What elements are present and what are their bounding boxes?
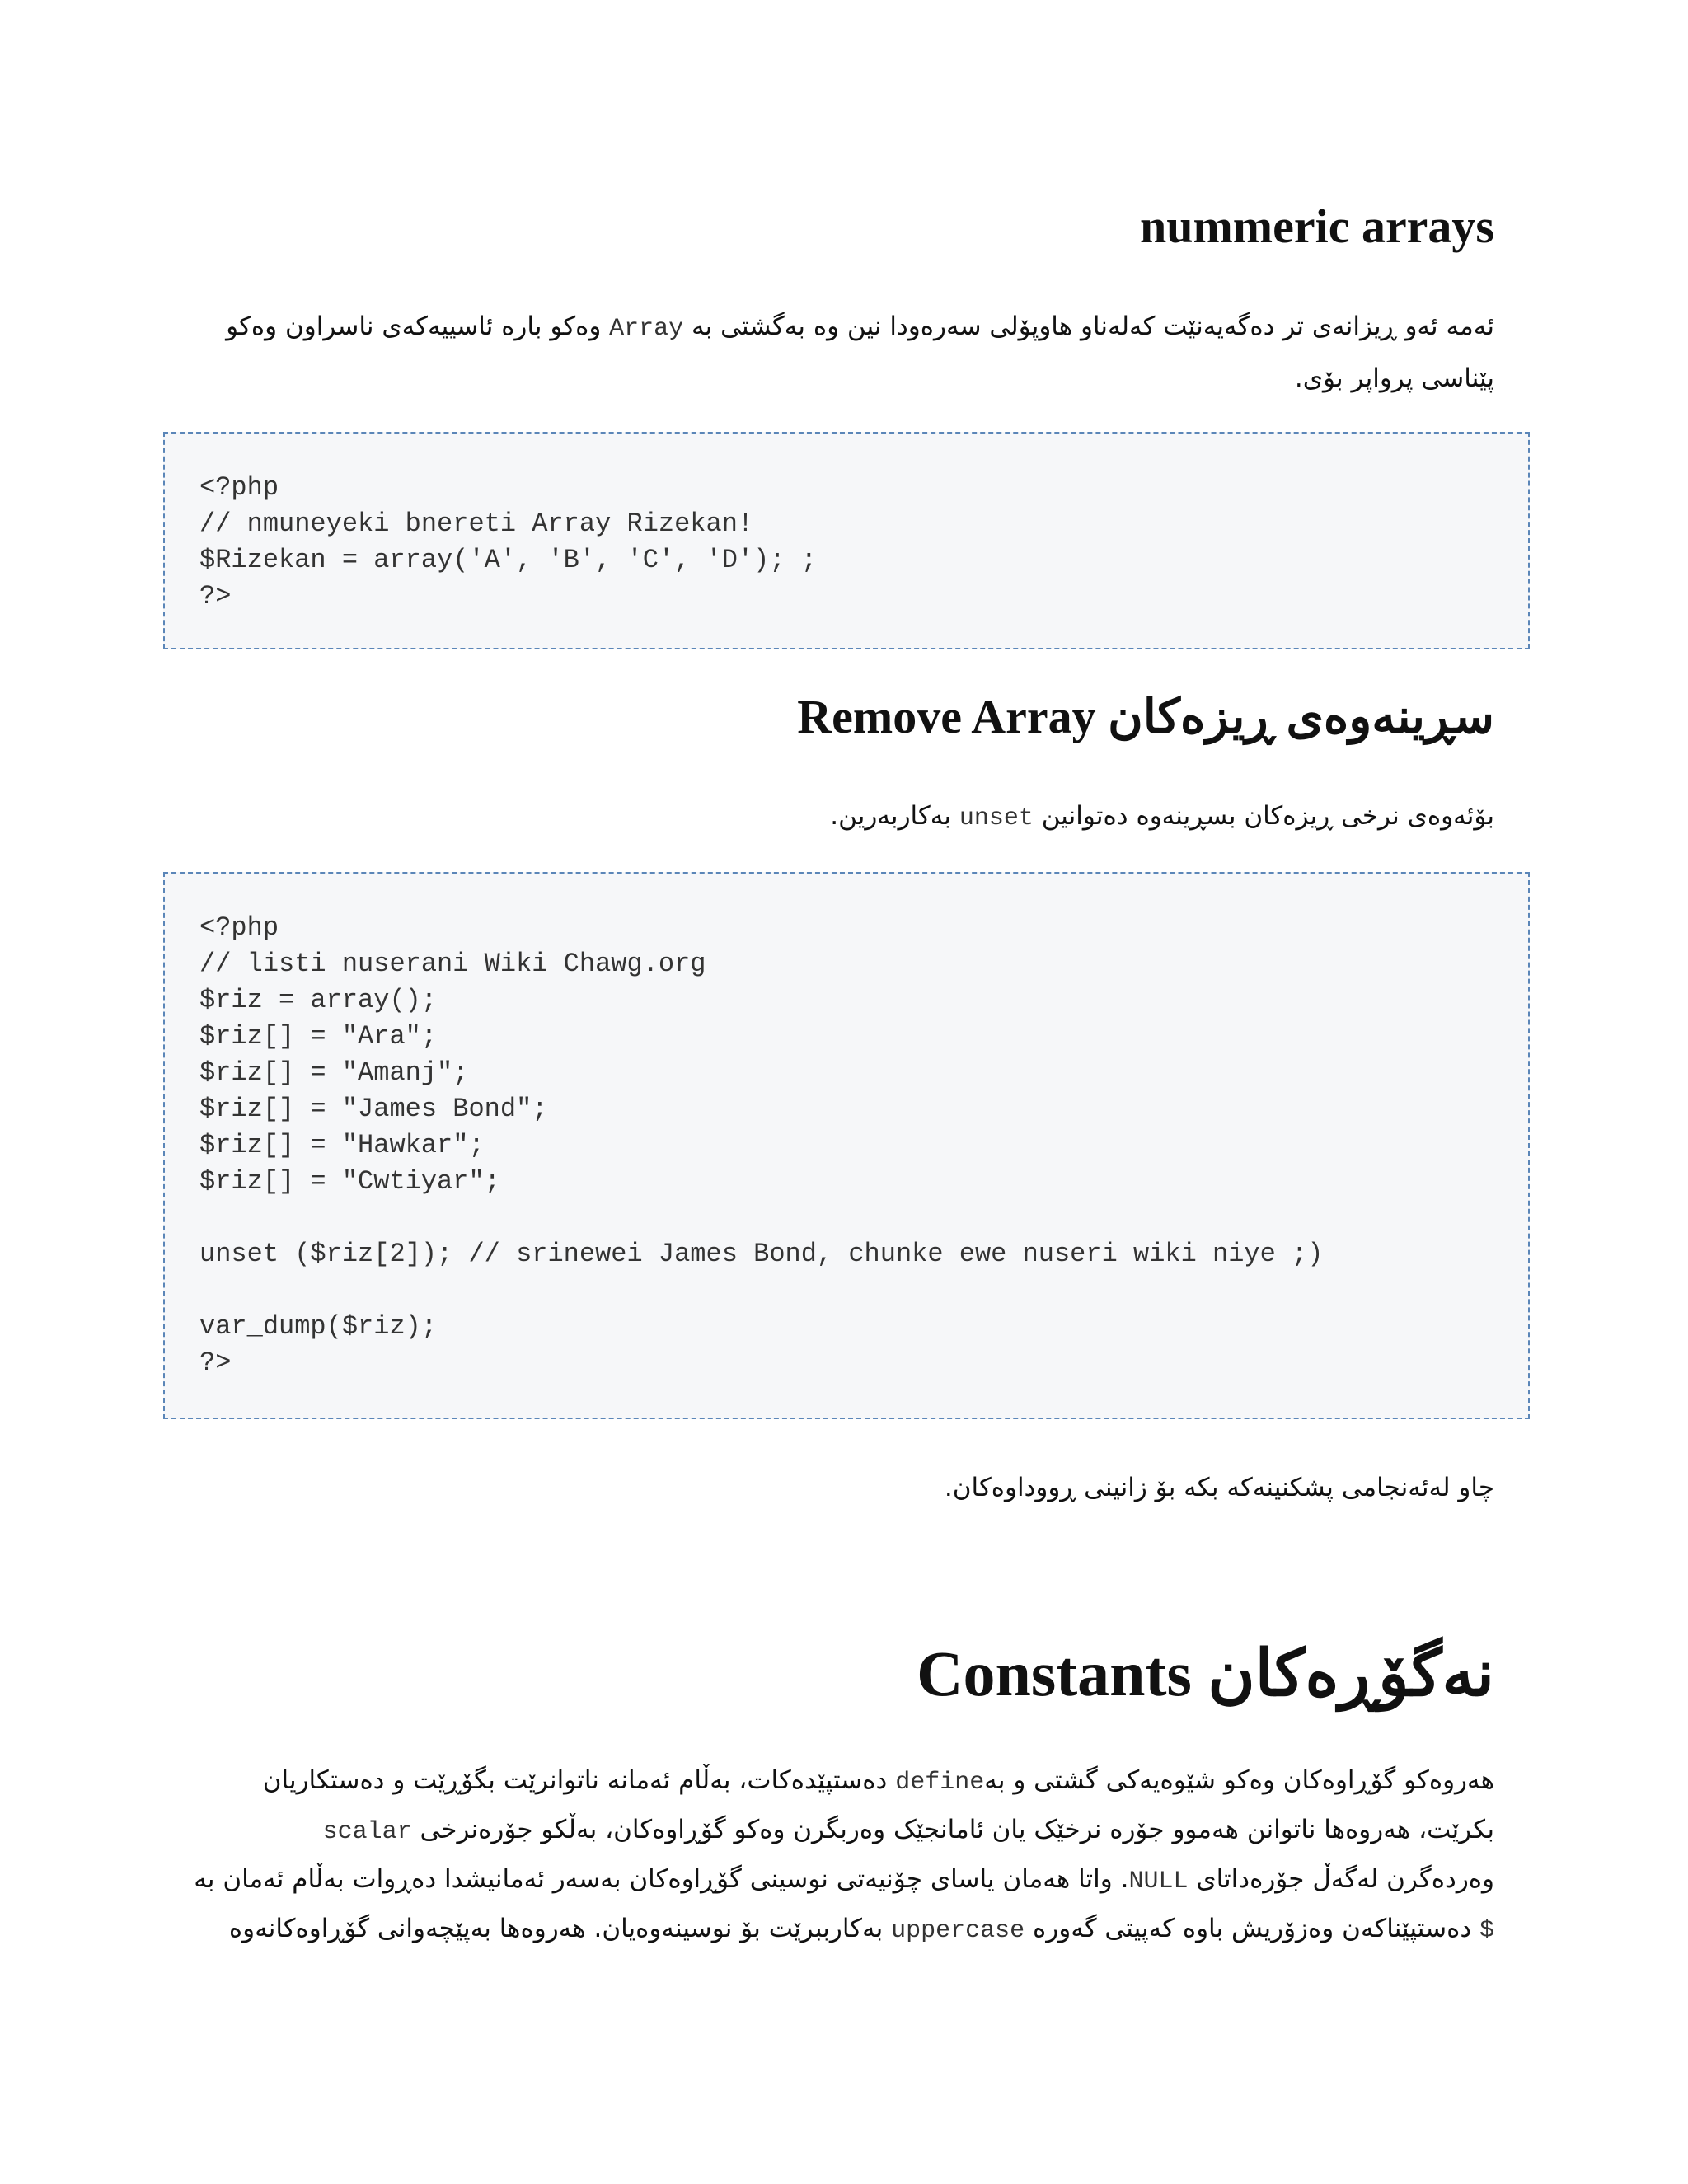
paragraph-text: وەردەگرن لەگەڵ جۆرەداتای: [1188, 1864, 1494, 1894]
code-block-nummeric-arrays: [163, 432, 1530, 649]
paragraph-text: دەستپێناکەن وەزۆریش باوە کەپیتی گەورە: [1025, 1914, 1479, 1943]
code-text: [199, 470, 1493, 615]
paragraph-nummeric-arrays: [176, 302, 1494, 403]
code-line: <?php: [199, 472, 279, 503]
code-line: $riz[] = "James Bond";: [199, 1094, 548, 1124]
paragraph-text: بۆئەوەی نرخی ڕیزەکان بسڕینەوە دەتوانین: [1033, 801, 1494, 831]
inline-code-dollar: $: [1479, 1917, 1494, 1945]
code-line: $riz[] = "Cwtiyar";: [199, 1166, 500, 1197]
heading-remove-array: سڕینەوەی ڕیزەکان Remove Array: [797, 690, 1494, 743]
code-line: <?php: [199, 912, 279, 943]
paragraph-text: بەکاربەرین.: [830, 801, 959, 831]
code-line: // listi nuserani Wiki Chawg.org: [199, 949, 706, 979]
code-line: ?>: [199, 1347, 232, 1378]
paragraph-text: هەروەکو گۆڕاوەکان وەکو شێوەیەکی گشتی و بە: [984, 1765, 1494, 1795]
code-line: ?>: [199, 581, 232, 612]
paragraph-line: [176, 1854, 1494, 1906]
paragraph-text: ئەمە ئەو ڕیزانەی تر دەگەیەنێت کەلەناو هاوپۆلی سەرەودا نین وە بەگشتی بە: [683, 312, 1494, 341]
paragraph-text: وەکو بارە ئاسییەکەی ناسراون وەکو پێناسی پرواپر بۆی.: [226, 312, 1494, 393]
inline-code-null: NULL: [1128, 1868, 1189, 1896]
paragraph-line: [176, 1904, 1494, 1956]
code-text: [199, 910, 1493, 1381]
paragraph-remove-array: [176, 791, 1494, 843]
code-line: $riz[] = "Ara";: [199, 1021, 438, 1052]
code-line: // nmuneyeki bnereti Array Rizekan!: [199, 509, 754, 539]
inline-code-define: define: [895, 1769, 985, 1797]
code-line: $riz[] = "Hawkar";: [199, 1130, 485, 1160]
paragraph-after-code: چاو لەئەنجامی پشکنینەکە بکە بۆ زانینی ڕووداوەکان.: [944, 1473, 1494, 1502]
paragraph-line: [176, 1805, 1494, 1857]
heading-nummeric-arrays: nummeric arrays: [1139, 199, 1494, 253]
paragraph-line: [176, 1755, 1494, 1807]
code-block-remove-array: [163, 872, 1530, 1419]
paragraph-text: . واتا هەمان یاسای چۆنیەتی نوسینی گۆڕاوەکان بەسەر ئەمانیشدا دەڕوات بەڵام ئەمان بە: [194, 1864, 1129, 1894]
heading-constants: نەگۆڕەکان Constants: [917, 1638, 1494, 1709]
code-line: unset ($riz[2]); // srinewei James Bond, chunke ewe nuseri wiki niye ;): [199, 1239, 1324, 1269]
paragraph-text: دەستپێدەکات، بەڵام ئەمانە ناتوانرێت بگۆڕێت و دەستکاریان: [262, 1765, 896, 1795]
code-line: $riz = array();: [199, 985, 438, 1015]
paragraph-text: بەکارببرێت بۆ نوسینەوەیان. هەروەها بەپێچەوانی گۆڕاوەکانەوە: [228, 1914, 892, 1943]
paragraph-text: بکرێت، هەروەها ناتوانن هەموو جۆرە نرخێک یان ئامانجێک وەربگرن وەکو گۆڕاوەکان، بەڵکو جۆرەنرخی: [411, 1815, 1494, 1844]
code-line: $riz[] = "Amanj";: [199, 1057, 469, 1088]
inline-code-unset: unset: [959, 804, 1034, 832]
code-line: $Rizekan = array('A', 'B', 'C', 'D'); ;: [199, 545, 817, 575]
inline-code-scalar: scalar: [322, 1818, 412, 1846]
code-line: var_dump($riz);: [199, 1311, 438, 1342]
inline-code-uppercase: uppercase: [891, 1917, 1025, 1945]
inline-code-array: Array: [609, 315, 684, 343]
